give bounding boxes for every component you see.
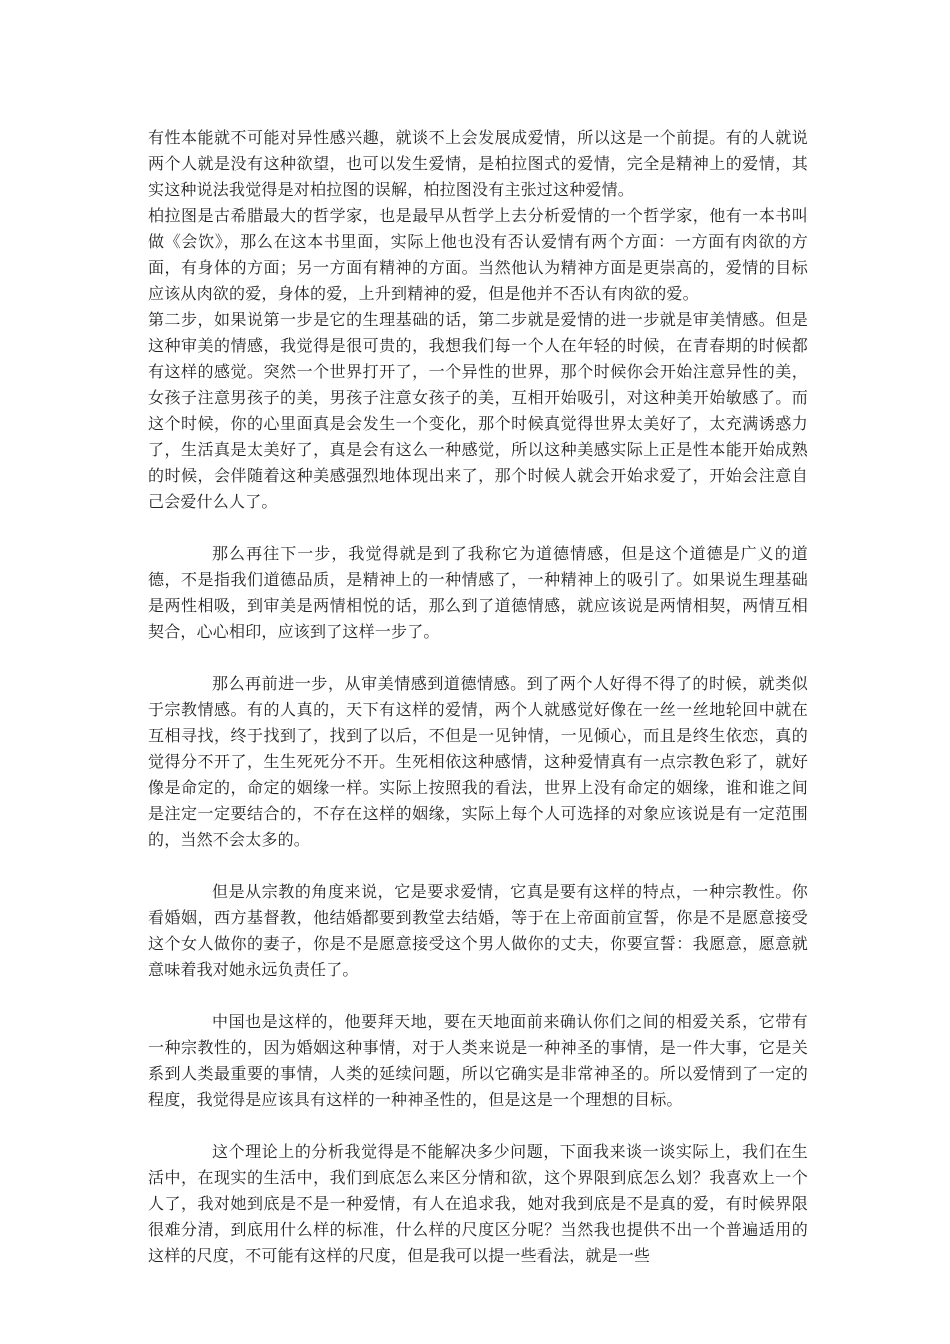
paragraph-2: 柏拉图是古希腊最大的哲学家，也是最早从哲学上去分析爱情的一个哲学家，他有一本书叫做《会饮》，那么在这本书里面，实际上他也没有否认爱情有两个方面：一方面有肉欲的方面，有身体的方面；另一方面有精神的方面。当然他认为精神方面是更崇高的，爱情的目标应该从肉欲的爱，身体的爱，上升到精神的爱，但是他并不否认有肉欲的爱。 — [148, 206, 808, 303]
paragraph-1: 有性本能就不可能对异性感兴趣，就谈不上会发展成爱情，所以这是一个前提。有的人就说两个人就是没有这种欲望，也可以发生爱情，是柏拉图式的爱情，完全是精神上的爱情，其实这种说法我觉得是对柏拉图的误解，柏拉图没有主张过这种爱情。 — [148, 128, 808, 199]
document-body — [148, 125, 808, 1269]
paragraph-7: 中国也是这样的，他要拜天地，要在天地面前来确认你们之间的相爱关系，它带有一种宗教性的，因为婚姻这种事情，对于人类来说是一种神圣的事情，是一件大事，它是关系到人类最重要的事情，人类的延续问题，所以它确实是非常神圣的。所以爱情到了一定的程度，我觉得是应该具有这样的一种神圣性的，但是这是一个理想的目标。 — [148, 1012, 808, 1109]
paragraph-3: 第二步，如果说第一步是它的生理基础的话，第二步就是爱情的进一步就是审美情感。但是这种审美的情感，我觉得是很可贵的，我想我们每一个人在年轻的时候，在青春期的时候都有这样的感觉。突然一个世界打开了，一个异性的世界，那个时候你会开始注意异性的美，女孩子注意男孩子的美，男孩子注意女孩子的美，互相开始吸引，对这种美开始敏感了。而这个时候，你的心里面真是会发生一个变化，那个时候真觉得世界太美好了，太充满诱惑力了，生活真是太美好了，真是会有这么一种感觉，所以这种美感实际上正是性本能开始成熟的时候，会伴随着这种美感强烈地体现出来了，那个时候人就会开始求爱了，开始会注意自己会爱什么人了。 — [148, 310, 808, 511]
paragraph-8: 这个理论上的分析我觉得是不能解决多少问题，下面我来谈一谈实际上，我们在生活中，在现实的生活中，我们到底怎么来区分情和欲，这个界限到底怎么划？我喜欢上一个人了，我对她到底是不是一种爱情，有人在追求我，她对我到底是不是真的爱，有时候界限很难分清，到底用什么样的标准，什么样的尺度区分呢？当然我也提供不出一个普遍适用的这样的尺度，不可能有这样的尺度，但是我可以提一些看法，就是一些 — [148, 1142, 808, 1265]
paragraph-6: 但是从宗教的角度来说，它是要求爱情，它真是要有这样的特点，一种宗教性。你看婚姻，西方基督教，他结婚都要到教堂去结婚，等于在上帝面前宣誓，你是不是愿意接受这个女人做你的妻子，你是不是愿意接受这个男人做你的丈夫，你要宣誓：我愿意，愿意就意味着我对她永远负责任了。 — [148, 882, 808, 979]
paragraph-4: 那么再往下一步，我觉得就是到了我称它为道德情感，但是这个道德是广义的道德，不是指我们道德品质，是精神上的一种情感了，一种精神上的吸引了。如果说生理基础是两性相吸，到审美是两情相悦的话，那么到了道德情感，就应该说是两情相契，两情互相契合，心心相印，应该到了这样一步了。 — [148, 544, 808, 641]
paragraph-5: 那么再前进一步，从审美情感到道德情感。到了两个人好得不得了的时候，就类似于宗教情感。有的人真的，天下有这样的爱情，两个人就感觉好像在一丝一丝地轮回中就在互相寻找，终于找到了，找到了以后，不但是一见钟情，一见倾心，而且是终生依恋，真的觉得分不开了，生生死死分不开。生死相依这种感情，这种爱情真有一点宗教色彩了，就好像是命定的，命定的姻缘一样。实际上按照我的看法，世界上没有命定的姻缘，谁和谁之间是注定一定要结合的，不存在这样的姻缘，实际上每个人可选择的对象应该说是有一定范围的，当然不会太多的。 — [148, 674, 808, 849]
